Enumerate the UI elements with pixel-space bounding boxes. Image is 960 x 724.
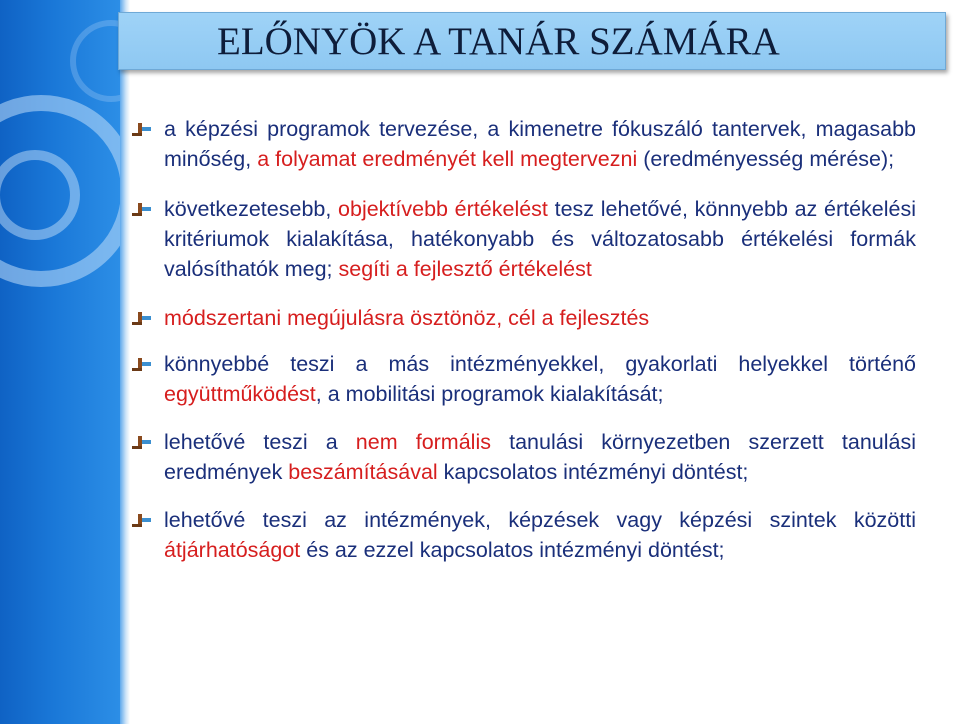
list-item-text: lehetővé teszi a nem formális tanulási környezetben szerzett tanulási eredmények beszámításával kapcsolatos intézményi döntést; [164, 430, 916, 484]
list-item-text: módszertani megújulásra ösztönöz, cél a fejlesztés [164, 306, 650, 330]
list-item-text: könnyebbé teszi a más intézményekkel, gyakorlati helyekkel történő együttműködést, a mobilitási programok kialakítását; [164, 352, 916, 406]
decorative-side-band [0, 0, 120, 724]
decorative-ring [70, 20, 120, 102]
list-item [126, 194, 916, 284]
bullet-icon [132, 123, 152, 137]
bullet-icon [132, 312, 152, 326]
list-item [126, 427, 916, 487]
bullet-icon [132, 436, 152, 450]
bullet-list [126, 114, 916, 565]
title-bar [118, 12, 946, 70]
list-item [126, 505, 916, 565]
bullet-icon [132, 514, 152, 528]
bullet-icon [132, 358, 152, 372]
list-item-text: következetesebb, objektívebb értékelést tesz lehetővé, könnyebb az értékelési kritériumok kialakítása, hatékonyabb és változatosabb értékelési formák valósíthatók meg; segíti a fejlesztő értékelést [164, 197, 917, 281]
list-item-text: lehetővé teszi az intézmények, képzések vagy képzési szintek közötti átjárhatóságot és az ezzel kapcsolatos intézményi döntést; [164, 508, 916, 562]
page-title: ELŐNYÖK A TANÁR SZÁMÁRA [217, 20, 780, 63]
list-item [126, 114, 916, 174]
list-item [126, 303, 916, 333]
bullet-icon [132, 203, 152, 217]
list-item [126, 349, 916, 409]
list-item-text: a képzési programok tervezése, a kimenetre fókuszáló tantervek, magasabb minőség, a folyamat eredményét kell megtervezni (eredményesség mérése); [164, 117, 916, 171]
